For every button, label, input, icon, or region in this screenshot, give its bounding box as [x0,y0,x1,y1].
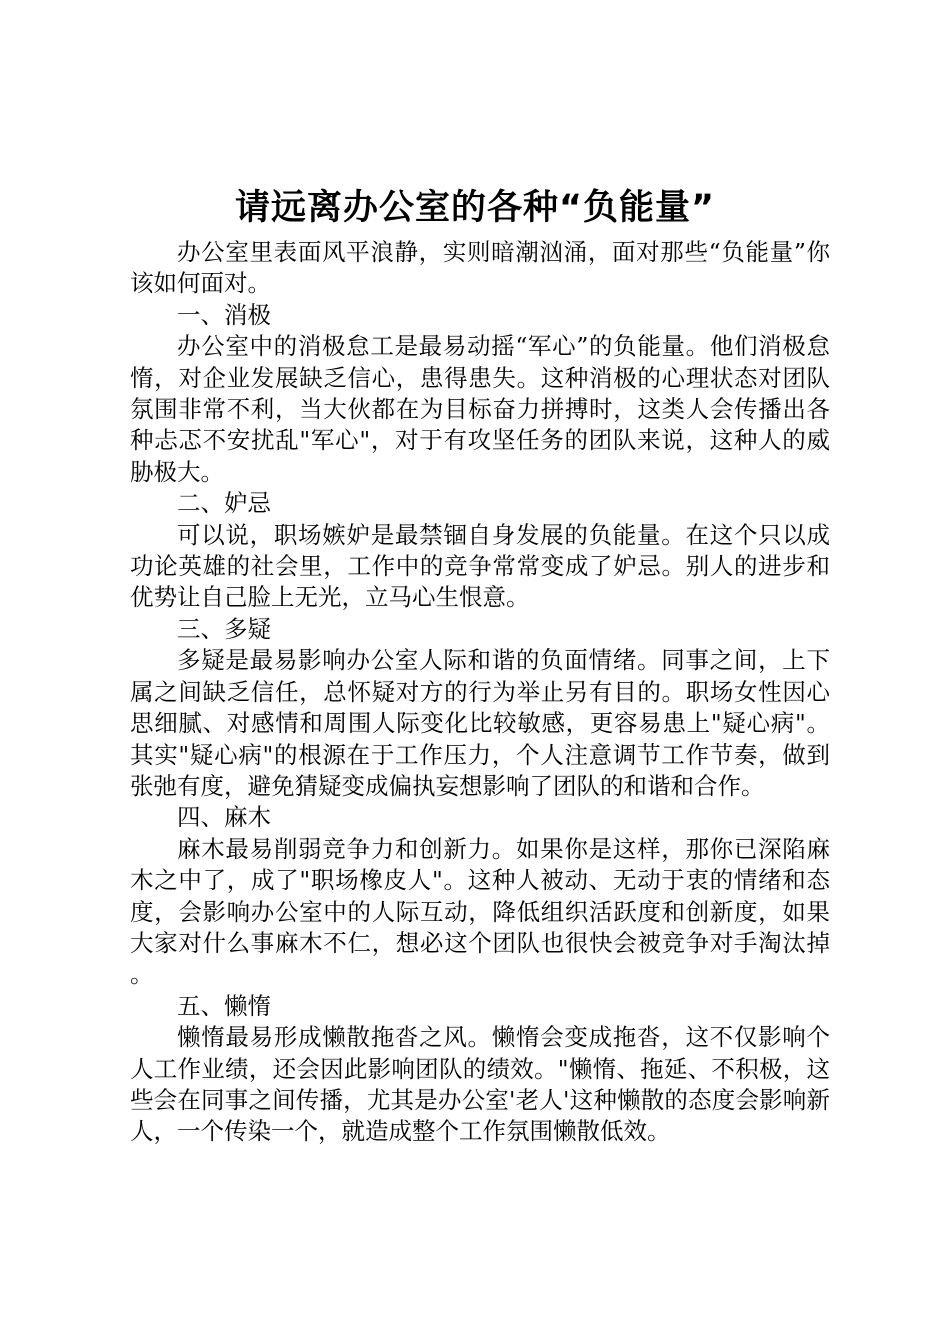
section-heading-3: 三、多疑 [177,614,271,643]
section-heading-2: 二、妒忌 [177,489,271,518]
intro-paragraph: 办公室里表面风平浪静，实则暗潮汹涌，面对那些“负能量”你该如何面对。 [130,238,830,298]
document-body [130,237,830,1148]
section-heading-1: 一、消极 [177,300,271,329]
section-paragraph-5: 懒惰最易形成懒散拖沓之风。懒惰会变成拖沓，这不仅影响个人工作业绩，还会因此影响团队的绩效。"懒惰、拖延、不积极，这些会在同事之间传播，尤其是办公室'老人'这种懒散的态度会影响新人，一个传染一个，就造成整个工作氛围懒散低效。 [130,1023,830,1146]
document-title: 请远离办公室的各种“负能量” [234,188,715,228]
section-heading-5: 五、懒惰 [177,991,271,1020]
section-paragraph-2: 可以说，职场嫉妒是最禁锢自身发展的负能量。在这个只以成功论英雄的社会里，工作中的竞争常常变成了妒忌。别人的进步和优势让自己脸上无光，立马心生恨意。 [130,520,830,612]
section-paragraph-3: 多疑是最易影响办公室人际和谐的负面情绪。同事之间，上下属之间缺乏信任，总怀疑对方的行为举止另有目的。职场女性因心思细腻、对感情和周围人际变化比较敏感，更容易患上"疑心病"。其实"疑心病"的根源在于工作压力，个人注意调节工作节奏，做到张弛有度，避免猜疑变成偏执妄想影响了团队的和谐和合作。 [130,646,830,800]
section-heading-4: 四、麻木 [177,803,271,832]
section-paragraph-1: 办公室中的消极怠工是最易动摇“军心”的负能量。他们消极怠惰，对企业发展缺乏信心，患得患失。这种消极的心理状态对团队氛围非常不利，当大伙都在为目标奋力拼搏时，这类人会传播出各种忐忑不安扰乱"军心"，对于有攻坚任务的团队来说，这种人的威胁极大。 [130,332,830,486]
section-paragraph-4: 麻木最易削弱竞争力和创新力。如果你是这样，那你已深陷麻木之中了，成了"职场橡皮人"。这种人被动、无动于衷的情绪和态度，会影响办公室中的人际互动，降低组织活跃度和创新度，如果大家对什么事麻木不仁，想必这个团队也很快会被竞争对手淘汰掉。 [130,834,830,989]
